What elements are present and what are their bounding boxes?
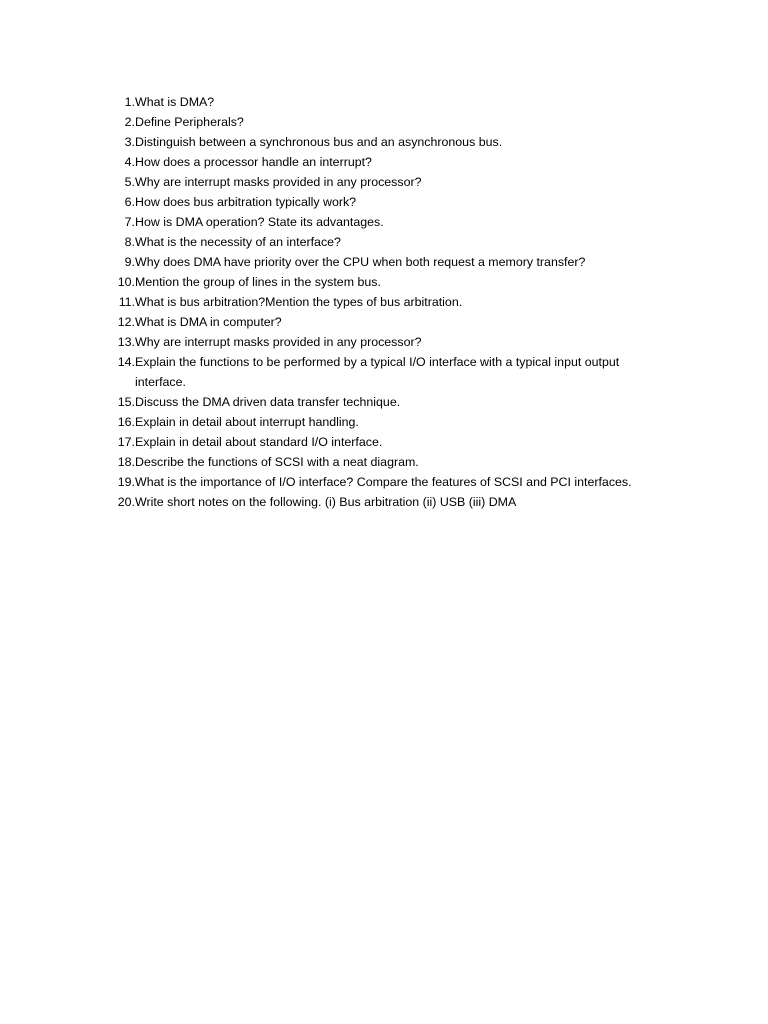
question-text: What is bus arbitration?Mention the types of bus arbitration.: [135, 295, 463, 309]
question-number: 6.: [124, 195, 135, 209]
list-item: [108, 392, 668, 412]
question-number: 1.: [124, 95, 135, 109]
question-number: 5.: [124, 175, 135, 189]
question-number: 16.: [117, 415, 135, 429]
list-item: [108, 132, 668, 152]
question-number: 20.: [117, 495, 135, 509]
question-text: Mention the group of lines in the system bus.: [135, 275, 381, 289]
list-item: [108, 172, 668, 192]
question-text: How is DMA operation? State its advantages.: [135, 215, 384, 229]
question-text: Write short notes on the following. (i) Bus arbitration (ii) USB (iii) DMA: [135, 495, 517, 509]
question-text: Explain in detail about interrupt handling.: [135, 415, 359, 429]
question-text: What is DMA?: [135, 95, 215, 109]
question-text: Why does DMA have priority over the CPU when both request a memory transfer?: [135, 255, 586, 269]
question-number: 9.: [124, 255, 135, 269]
list-item: [108, 472, 668, 492]
list-item: [108, 412, 668, 432]
question-number: 14.: [117, 355, 135, 369]
question-number: 10.: [117, 275, 135, 289]
question-number: 3.: [124, 135, 135, 149]
list-item: [108, 492, 668, 512]
question-number: 15.: [117, 395, 135, 409]
list-item: [108, 352, 668, 392]
question-text: Discuss the DMA driven data transfer technique.: [135, 395, 401, 409]
question-text: How does a processor handle an interrupt?: [135, 155, 372, 169]
question-number: 18.: [117, 455, 135, 469]
list-item: [108, 192, 668, 212]
question-number: 7.: [124, 215, 135, 229]
list-item: [108, 272, 668, 292]
question-text: What is the importance of I/O interface? Compare the features of SCSI and PCI interfaces.: [135, 475, 632, 489]
list-item: [108, 232, 668, 252]
question-text: Why are interrupt masks provided in any processor?: [135, 335, 422, 349]
question-list: [108, 92, 668, 512]
question-text: What is the necessity of an interface?: [135, 235, 341, 249]
list-item: [108, 152, 668, 172]
question-number: 17.: [117, 435, 135, 449]
list-item: [108, 332, 668, 352]
question-number: 11.: [118, 295, 135, 309]
question-text: What is DMA in computer?: [135, 315, 282, 329]
list-item: [108, 432, 668, 452]
question-number: 12.: [117, 315, 135, 329]
question-text: Explain the functions to be performed by a typical I/O interface with a typical input output interface.: [135, 355, 620, 389]
question-text: How does bus arbitration typically work?: [135, 195, 357, 209]
question-number: 19.: [117, 475, 135, 489]
list-item: [108, 292, 668, 312]
question-number: 8.: [124, 235, 135, 249]
question-text: Why are interrupt masks provided in any processor?: [135, 175, 422, 189]
list-item: [108, 92, 668, 112]
question-number: 4.: [124, 155, 135, 169]
question-text: Distinguish between a synchronous bus and an asynchronous bus.: [135, 135, 503, 149]
list-item: [108, 212, 668, 232]
question-number: 13.: [117, 335, 135, 349]
question-text: Explain in detail about standard I/O interface.: [135, 435, 383, 449]
question-text: Define Peripherals?: [135, 115, 244, 129]
list-item: [108, 312, 668, 332]
list-item: [108, 452, 668, 472]
question-text: Describe the functions of SCSI with a neat diagram.: [135, 455, 419, 469]
list-item: [108, 112, 668, 132]
list-item: [108, 252, 668, 272]
question-number: 2.: [124, 115, 135, 129]
